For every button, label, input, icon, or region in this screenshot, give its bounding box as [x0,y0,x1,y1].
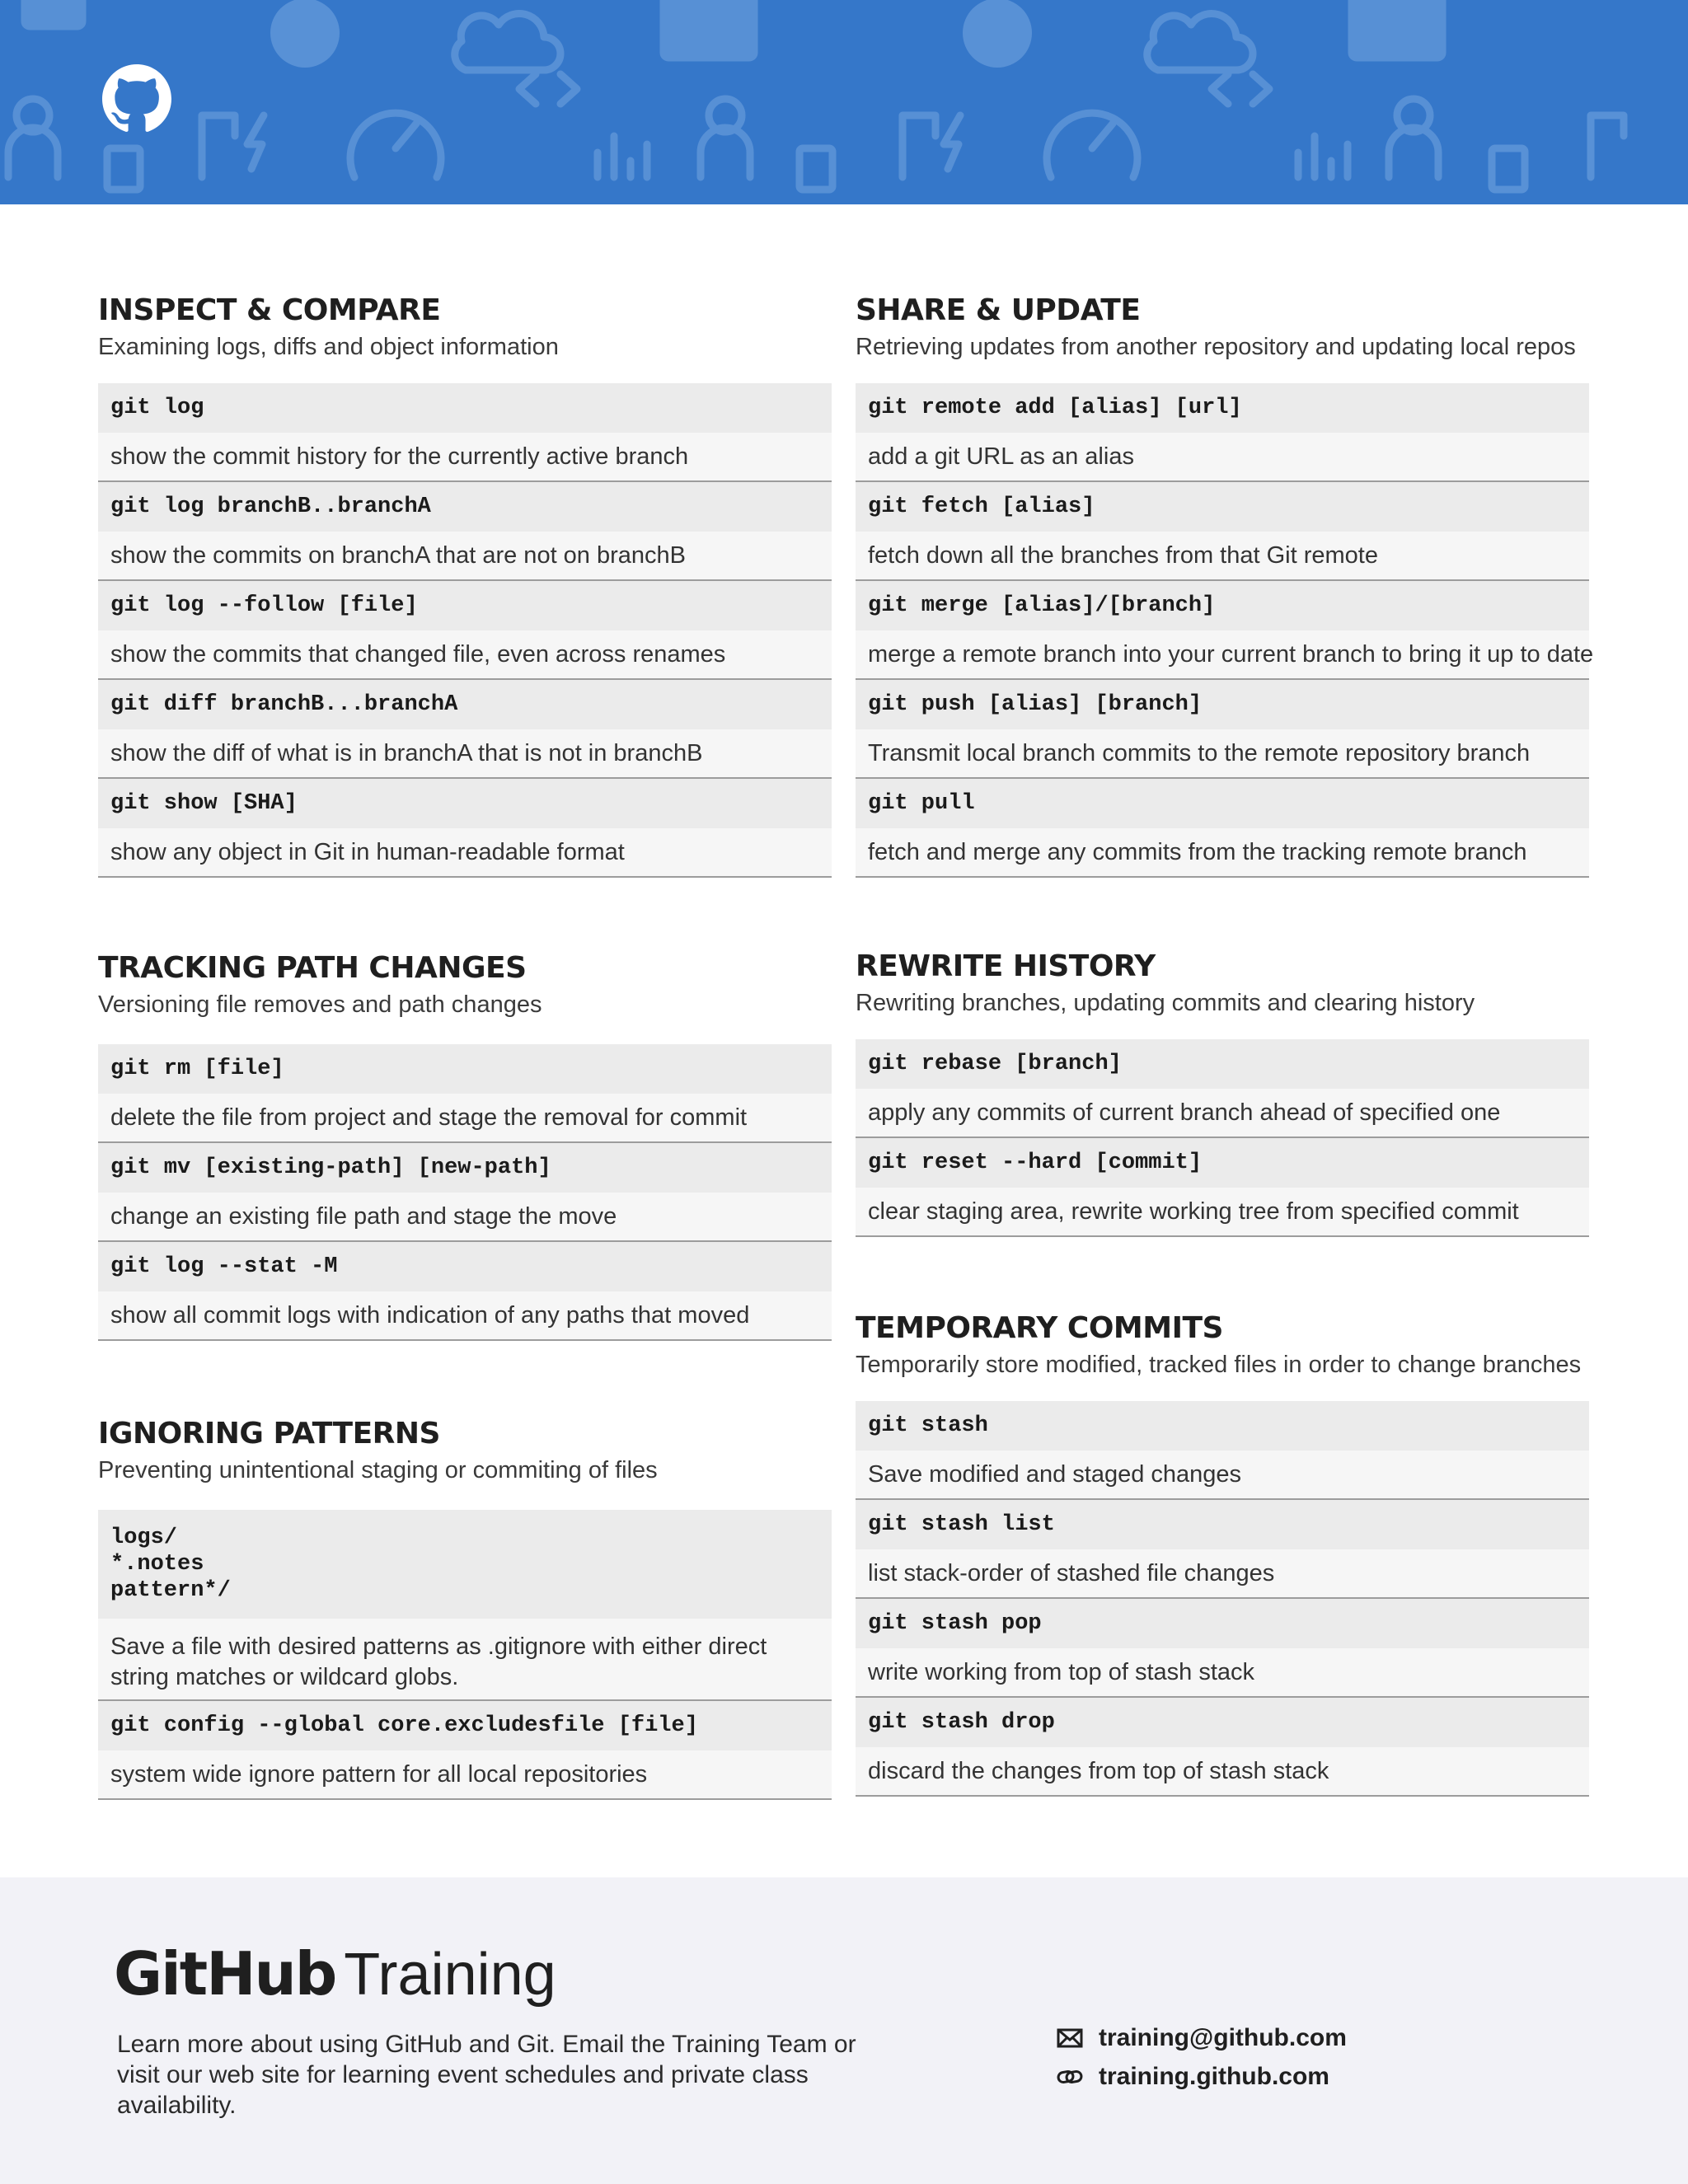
command-list [856,1039,1589,1237]
command-description: system wide ignore pattern for all local repositories [98,1750,832,1798]
section-temporary-commits [856,1310,1589,1797]
command-description: fetch down all the branches from that Git remote [856,532,1589,579]
command-entry [856,1698,1589,1797]
link-icon [1057,2067,1083,2087]
command-description: Save a file with desired patterns as .gitignore with either direct string matches or wildcard globs. [98,1619,832,1699]
command-list [98,383,832,878]
command-code[interactable]: git merge [alias]/[branch] [856,581,1589,630]
section-title: TRACKING PATH CHANGES [98,951,527,985]
command-code[interactable]: git pull [856,779,1589,828]
command-entry [98,482,832,581]
command-description: show the commit history for the currently active branch [98,433,832,480]
command-description: show the commits on branchA that are not on branchB [98,532,832,579]
github-training-logo[interactable] [114,1941,556,2007]
command-description: Save modified and staged changes [856,1451,1589,1498]
command-description: merge a remote branch into your current branch to bring it up to date [856,630,1589,678]
section-tracking-path-changes [98,950,832,1341]
command-entry [856,1599,1589,1698]
website-link[interactable]: training.github.com [1099,2063,1329,2090]
command-code[interactable]: git remote add [alias] [url] [856,383,1589,433]
banner-icon-pattern [0,0,1688,204]
command-code[interactable]: git stash [856,1401,1589,1451]
command-description: show the commits that changed file, even across renames [98,630,832,678]
section-title: REWRITE HISTORY [856,949,1156,983]
command-entry [856,779,1589,878]
command-entry [98,1242,832,1341]
command-code[interactable]: git stash drop [856,1698,1589,1747]
command-code[interactable]: git fetch [alias] [856,482,1589,532]
command-code[interactable]: git mv [existing-path] [new-path] [98,1143,832,1193]
command-entry [856,1500,1589,1599]
command-description: show all commit logs with indication of any paths that moved [98,1291,832,1339]
command-code[interactable]: git log --stat -M [98,1242,832,1291]
command-code[interactable]: git stash pop [856,1599,1589,1648]
section-subtitle: Examining logs, diffs and object information [98,334,559,360]
section-share-update [856,293,1594,878]
footer-description: Learn more about using GitHub and Git. Email the Training Team or visit our web site for learning event schedules and private class availability. [117,2031,856,2119]
section-subtitle: Versioning file removes and path changes [98,991,542,1018]
command-code[interactable]: git log --follow [file] [98,581,832,630]
command-entry [856,482,1589,581]
command-code[interactable]: git config --global core.excludesfile [file] [98,1701,832,1750]
command-entry [98,1701,832,1800]
command-code[interactable]: git push [alias] [branch] [856,680,1589,729]
command-code[interactable]: git log [98,383,832,433]
section-inspect-compare [98,293,832,878]
header-banner [0,0,1688,204]
section-subtitle: Temporarily store modified, tracked files in order to change branches [856,1352,1582,1378]
command-entry [98,1044,832,1143]
command-list [856,1401,1589,1797]
command-description: change an existing file path and stage the move [98,1193,832,1240]
command-entry [98,1143,832,1242]
command-description: apply any commits of current branch ahead of specified one [856,1089,1589,1137]
command-code[interactable]: git rm [file] [98,1044,832,1094]
command-entry [856,1138,1589,1237]
github-octocat-icon[interactable] [102,64,171,134]
command-code[interactable]: git show [SHA] [98,779,832,828]
command-description: delete the file from project and stage the removal for commit [98,1094,832,1141]
command-entry [856,383,1589,482]
envelope-icon [1057,2028,1083,2048]
command-code[interactable]: git stash list [856,1500,1589,1549]
command-entry [98,680,832,779]
brand-training: Training [344,1942,556,2008]
section-subtitle: Rewriting branches, updating commits and clearing history [856,990,1475,1016]
section-ignoring-patterns [98,1416,832,1800]
command-description: show the diff of what is in branchA that is not in branchB [98,729,832,777]
command-entry [856,1401,1589,1500]
email-link[interactable]: training@github.com [1099,2024,1347,2051]
command-description: Transmit local branch commits to the remote repository branch [856,729,1589,777]
section-title: INSPECT & COMPARE [98,293,441,327]
command-description: clear staging area, rewrite working tree from specified commit [856,1188,1589,1235]
section-title: TEMPORARY COMMITS [856,1311,1223,1345]
command-description: fetch and merge any commits from the tracking remote branch [856,828,1589,876]
command-entry [98,581,832,680]
brand-github: GitHub [114,1939,336,2008]
command-description: add a git URL as an alias [856,433,1589,480]
command-list [98,1044,832,1341]
command-entry [98,383,832,482]
section-title: IGNORING PATTERNS [98,1417,440,1451]
command-list [856,383,1594,878]
section-subtitle: Retrieving updates from another repository and updating local repos [856,334,1576,360]
section-subtitle: Preventing unintentional staging or commiting of files [98,1457,658,1483]
command-entry [856,581,1594,680]
command-entry [856,1039,1589,1138]
command-description: list stack-order of stashed file changes [856,1549,1589,1597]
command-code[interactable]: git diff branchB...branchA [98,680,832,729]
command-description: write working from top of stash stack [856,1648,1589,1696]
command-code[interactable]: git rebase [branch] [856,1039,1589,1089]
command-description: show any object in Git in human-readable format [98,828,832,876]
command-code[interactable]: git log branchB..branchA [98,482,832,532]
command-code[interactable]: git reset --hard [commit] [856,1138,1589,1188]
section-rewrite-history [856,949,1589,1237]
command-list [98,1510,832,1800]
command-entry [98,779,832,878]
section-title: SHARE & UPDATE [856,293,1141,327]
command-entry [856,680,1589,779]
command-description: discard the changes from top of stash stack [856,1747,1589,1795]
command-entry [98,1510,832,1701]
gitignore-pattern-code[interactable]: logs/ *.notes pattern*/ [98,1510,832,1619]
